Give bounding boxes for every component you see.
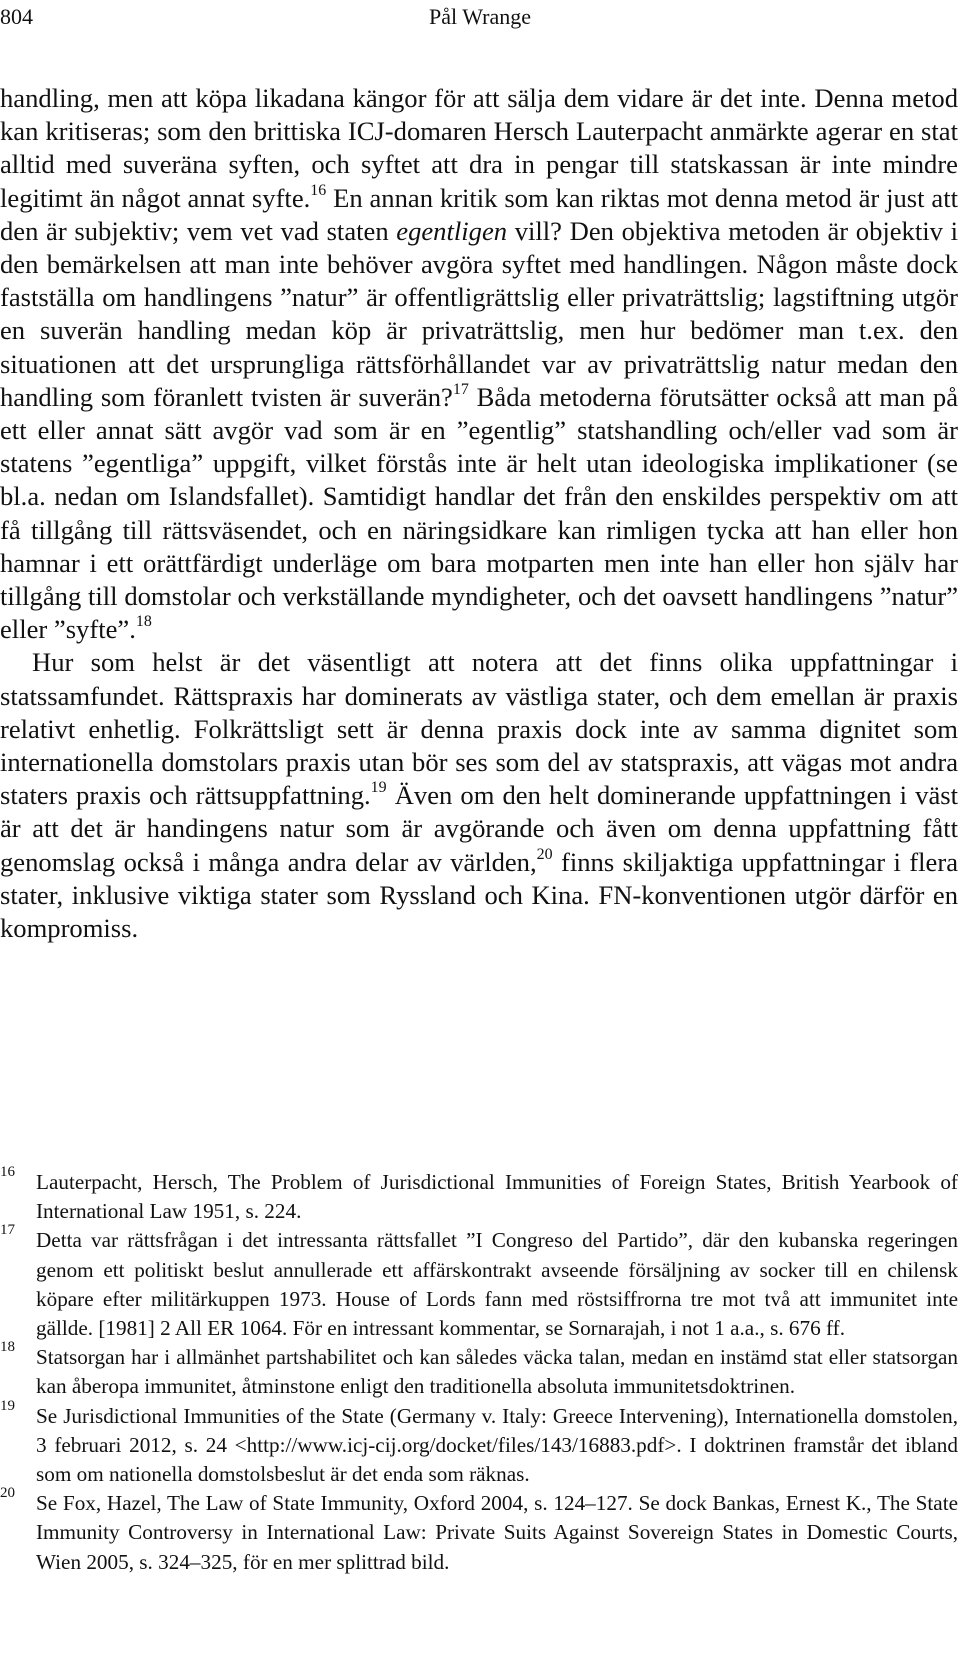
- running-title: Pål Wrange: [429, 4, 531, 29]
- footnote-20: [0, 1485, 958, 1577]
- footnote-number: 19: [0, 1397, 15, 1414]
- footnote-text: Se Fox, Hazel, The Law of State Immunity, Oxford 2004, s. 124–127. Se dock Bankas, Ernest K., The State Immunity Controversy in International Law: Private Suits Against Sovereign States in Domestic Courts, Wien 2005, s. 324–325, för en mer splittrad bild.: [36, 1491, 958, 1574]
- footnotes: [0, 1164, 958, 1577]
- footnote-number: 17: [0, 1222, 15, 1239]
- page-header: [0, 2, 960, 32]
- footnote-text: Detta var rättsfrågan i det intressanta rättsfallet ”I Congreso del Partido”, där den kubanska regeringen genom ett politiskt beslut annullerade ett affärskontrakt avseende försäljning av socker till en chilensk köpare efter militärkuppen 1973. House of Lords fann med röstsiffrorna tre mot två att immunitet inte gällde. [1981] 2 All ER 1064. För en intressant kommentar, se Sornarajah, i not 1 a.a., s. 676 ff.: [36, 1228, 958, 1341]
- footnote-number: 20: [0, 1485, 15, 1502]
- paragraph-2: [0, 646, 958, 945]
- footnote-ref-18: 18: [135, 613, 152, 631]
- footnote-17: [0, 1222, 958, 1343]
- footnote-19: [0, 1397, 958, 1490]
- text-run: vill? Den objektiva metoden är objektiv i den bemärkelsen att man inte behöver avgöra syftet med handlingen. Någon måste dock fastställa om handlingens ”natur” är offentligrättslig eller privaträttslig; lagstiftning utgör en suverän handling medan köp är privaträttslig, men hur bedömer man t.ex. den situationen att det ursprungliga rättsförhållandet var av privaträttslig natur medan den handling som föranlett tvisten är suverän?: [0, 215, 958, 412]
- emphasis-text: egentligen: [396, 215, 508, 246]
- footnote-16: [0, 1164, 958, 1226]
- footnote-ref-20: 20: [536, 845, 553, 863]
- footnote-ref-16: 16: [310, 181, 327, 199]
- text-run: Även om den helt dominerande uppfattningen i väst är att det är handingens natur som är avgörande och även om denna uppfattning fått genomslag också i många andra delar av världen,: [0, 780, 958, 877]
- text-run: Båda metoderna förutsätter också att man på ett eller annat sätt avgör vad som är en ”egentlig” statshandling och/eller vad som är statens ”egentliga” uppgift, vilket förstås inte är helt utan ideologiska implikationer (se bl.a. nedan om Islandsfallet). Samtidigt handlar det från den enskildes perspektiv om att få tillgång till rättsväsendet, och en näringsidkare kan rimligen tycka att han eller hon hamnar i ett orättfärdigt underläge om bara motparten men inte han eller hon själv har tillgång till domstolar och verkställande myndigheter, och det oavsett handlingens ”natur” eller ”syfte”.: [0, 381, 959, 645]
- paragraph-1: [0, 82, 958, 646]
- text-run: finns skiljaktiga uppfattningar i flera stater, inklusive viktiga stater som Ryssland och Kina. FN-konventionen utgör därför en kompromiss.: [0, 846, 958, 944]
- text-run: En annan kritik som kan riktas mot denna metod är just att den är subjektiv; vem vet vad staten: [0, 182, 958, 246]
- footnote-text: Lauterpacht, Hersch, The Problem of Jurisdictional Immunities of Foreign States, British Yearbook of International Law 1951, s. 224.: [36, 1170, 958, 1224]
- footnote-ref-17: 17: [452, 380, 469, 398]
- text-run: Hur som helst är det väsentligt att notera att det finns olika uppfattningar i statssamfundet. Rättspraxis har dominerats av västliga stater, och dem emellan är praxis relativt enhetlig. Folkrättsligt sett är denna praxis dock inte av samma dignitet som internationella domstolars praxis utan bör ses som del av statspraxis, att vägas mot andra staters praxis och rättsuppfattning.: [0, 647, 958, 811]
- body-text: [0, 82, 958, 945]
- footnote-text: Se Jurisdictional Immunities of the State (Germany v. Italy: Greece Intervening), Internationella domstolen, 3 februari 2012, s. 24 <http://www.icj-cij.org/docket/files/143/16883.pdf>. I doktrinen framstår det ibland som om nationella domstolsbeslut är det enda som räknas.: [36, 1403, 958, 1487]
- footnote-ref-19: 19: [370, 779, 387, 797]
- footnote-number: 18: [0, 1339, 15, 1356]
- footnote-18: [0, 1339, 958, 1401]
- footnote-text: Statsorgan har i allmänhet partshabilitet och kan således väcka talan, medan en instämd stat eller statsorgan kan åberopa immunitet, åtminstone enligt den traditionella absoluta immunitetsdoktrinen.: [36, 1345, 958, 1399]
- footnote-number: 16: [0, 1164, 15, 1180]
- page-number: 804: [0, 4, 33, 29]
- text-run: handling, men att köpa likadana kängor för att sälja dem vidare är det inte. Denna metod kan kritiseras; som den brittiska ICJ-domaren Hersch Lauterpacht anmärkte agerar en stat alltid med suveräna syften, och syftet att dra in pengar till statskassan är inte mindre legitimt än något annat syfte.: [0, 83, 958, 213]
